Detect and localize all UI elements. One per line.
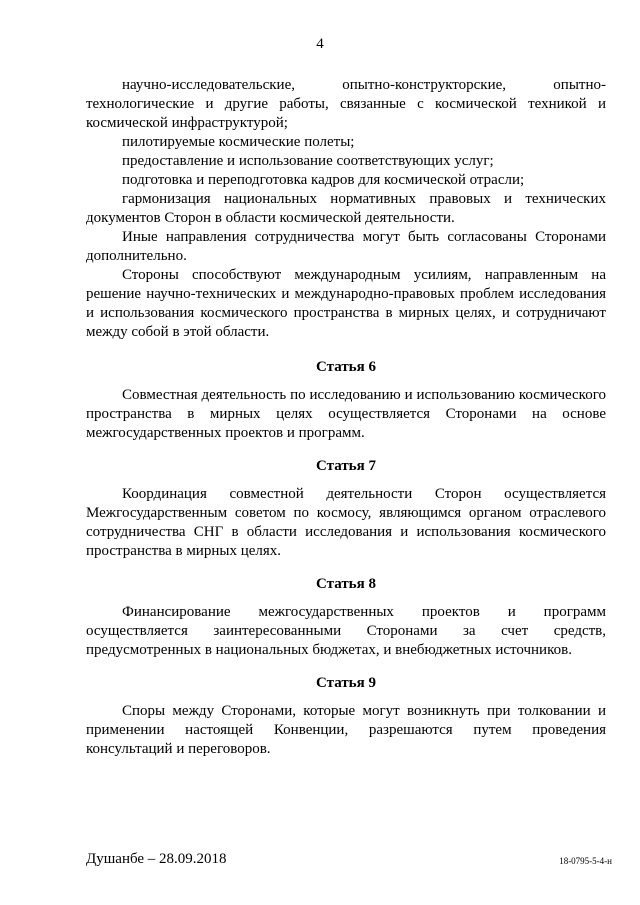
document-body	[86, 76, 606, 759]
article-6-text: Совместная деятельность по исследованию и использованию космического пространства в мирных целях осуществляется Сторонами на основе межгосударственных проектов и программ.	[86, 387, 606, 441]
article-8-heading: Статья 8	[316, 576, 376, 592]
paragraph-training: подготовка и переподготовка кадров для космической отрасли;	[122, 172, 525, 188]
page-number: 4	[316, 36, 324, 52]
article-7-heading: Статья 7	[316, 458, 376, 474]
article-6-heading: Статья 6	[316, 359, 376, 375]
paragraph-services: предоставление и использование соответствующих услуг;	[122, 153, 494, 169]
paragraph-other-directions: Иные направления сотрудничества могут быть согласованы Сторонами дополнительно.	[86, 229, 606, 264]
article-9-heading: Статья 9	[316, 675, 376, 691]
footer-doc-code: 18-0795-5-4-н	[559, 856, 612, 866]
article-8-text: Финансирование межгосударственных проектов и программ осуществляется заинтересованными Сторонами за счет средств, предусмотренных в национальных бюджетах, и внебюджетных источников.	[86, 604, 606, 658]
paragraph-manned-flights: пилотируемые космические полеты;	[122, 134, 355, 150]
paragraph-international-efforts: Стороны способствуют международным усилиям, направленным на решение научно-технических и международно-правовых проблем исследования и использования космического пространства в мирных целях, и сотрудничают между собой в этой области.	[86, 267, 606, 340]
footer-place-date: Душанбе – 28.09.2018	[86, 851, 227, 867]
paragraph-harmonization: гармонизация национальных нормативных правовых и технических документов Сторон в области космической деятельности.	[86, 191, 606, 226]
article-7-text: Координация совместной деятельности Сторон осуществляется Межгосударственным советом по космосу, являющимся органом отраслевого сотрудничества СНГ в области исследования и использования космического пространства в мирных целях.	[86, 486, 606, 559]
paragraph-research-works: научно-исследовательские, опытно-конструкторские, опытно-технологические и другие работы, связанные с космической техникой и космической инфраструктурой;	[86, 77, 606, 131]
article-9-text: Споры между Сторонами, которые могут возникнуть при толковании и применении настоящей Конвенции, разрешаются путем проведения консультаций и переговоров.	[86, 703, 606, 757]
